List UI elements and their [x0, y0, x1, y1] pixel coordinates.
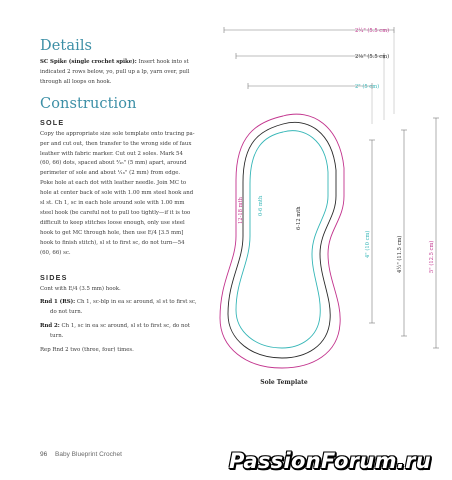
construction-heading: Construction [40, 95, 137, 112]
sole-heading: SOLE [40, 117, 65, 127]
rnd-1-text: Ch 1, sc-blp in ea sc around, sl st to first sc, [76, 299, 197, 306]
sole-line: hook to finish stitch), sl st to first sc, do not turn—54 [40, 239, 185, 246]
spike-definition [40, 58, 220, 88]
size-label-small: 0-6 mth [258, 195, 264, 216]
sole-template-diagram [212, 18, 452, 398]
book-title: Baby Blueprint Crochet [55, 451, 122, 458]
rnd-repeat: Rep Rnd 2 two (three, four) times. [40, 347, 134, 354]
details-heading: Details [40, 38, 93, 54]
spike-term: SC Spike (single crochet spike): [40, 59, 137, 65]
height-mid-label: 4½" (11.5 cm) [397, 235, 403, 273]
sole-line: sl st. Ch 1, sc in each hole around sole with 1.00 mm [40, 200, 185, 207]
page-number: 96 [40, 451, 48, 458]
diagram-caption: Sole Template [260, 379, 308, 386]
watermark [208, 442, 452, 480]
rnd-2 [40, 322, 220, 332]
sole-line: (60, 66) dots, spaced about ³⁄₁₆" (5 mm) apart, around [40, 160, 187, 167]
sole-line: steel hook (be careful not to pull too tightly—if it is too [40, 209, 191, 216]
size-label-mid: 6-12 mth [296, 206, 302, 230]
spike-line-0: Insert hook into st [138, 59, 189, 65]
guide-lines [372, 30, 394, 124]
spike-line-2: through all loops on hook. [40, 78, 112, 85]
rnd-2-text: Ch 1, sc in ea sc around, sl st to first sc, do not [61, 323, 190, 330]
rnd-1-label: Rnd 1 (RS): [40, 299, 76, 306]
sole-line: Copy the appropriate size sole template onto tracing pa- [40, 130, 195, 137]
height-small-label: 4" (10 cm) [365, 230, 371, 258]
sole-line: Poke hole at each dot with leather needle. Join MC to [40, 180, 187, 187]
rnd-2-cont: turn. [50, 333, 64, 340]
height-large-label: 5" (12.5 cm) [429, 240, 435, 273]
width-large-label: 2¼" (5.5 cm) [355, 28, 390, 34]
sole-line: hook to get MC through hole, then use E/4 [3.5 mm] [40, 229, 184, 236]
sole-text [40, 130, 220, 259]
size-label-large: 12-18 mth [238, 197, 244, 224]
sole-line: leather with fabric marker. Cut out 2 soles. Mark 54 [40, 150, 183, 157]
sole-line: hole at center back of sole with 1.00 mm steel hook and [40, 190, 194, 197]
sole-outline-small [236, 131, 328, 348]
sides-intro: Cont with E/4 (3.5 mm) hook. [40, 285, 121, 292]
text-column [40, 38, 220, 356]
spike-line-1: indicated 2 rows below, yo, pull up a lp, yarn over, pull [40, 68, 190, 75]
sole-line: perimeter of sole and about ¹⁄₁₆" (2 mm) from edge. [40, 170, 181, 177]
sole-outline-mid [228, 122, 336, 358]
sole-line: (60, 66) sc. [40, 249, 71, 256]
sole-outline-large [220, 114, 344, 368]
sides-heading: SIDES [40, 272, 68, 282]
sole-line: per and cut out, then transfer to the wrong side of faux [40, 140, 192, 147]
watermark-text: PassionForum.ru [229, 449, 431, 473]
width-mid-label: 2⅛" (5.5 cm) [355, 54, 390, 60]
height-dimensions [369, 118, 439, 348]
width-small-label: 2" (5 cm) [355, 84, 380, 90]
sole-line: difficult to keep stitches loose enough, only use steel [40, 219, 185, 226]
rnd-2-label: Rnd 2: [40, 323, 60, 330]
rnd-1-cont: do not turn. [50, 309, 83, 316]
page-footer [40, 451, 122, 458]
rnd-1 [40, 298, 220, 308]
